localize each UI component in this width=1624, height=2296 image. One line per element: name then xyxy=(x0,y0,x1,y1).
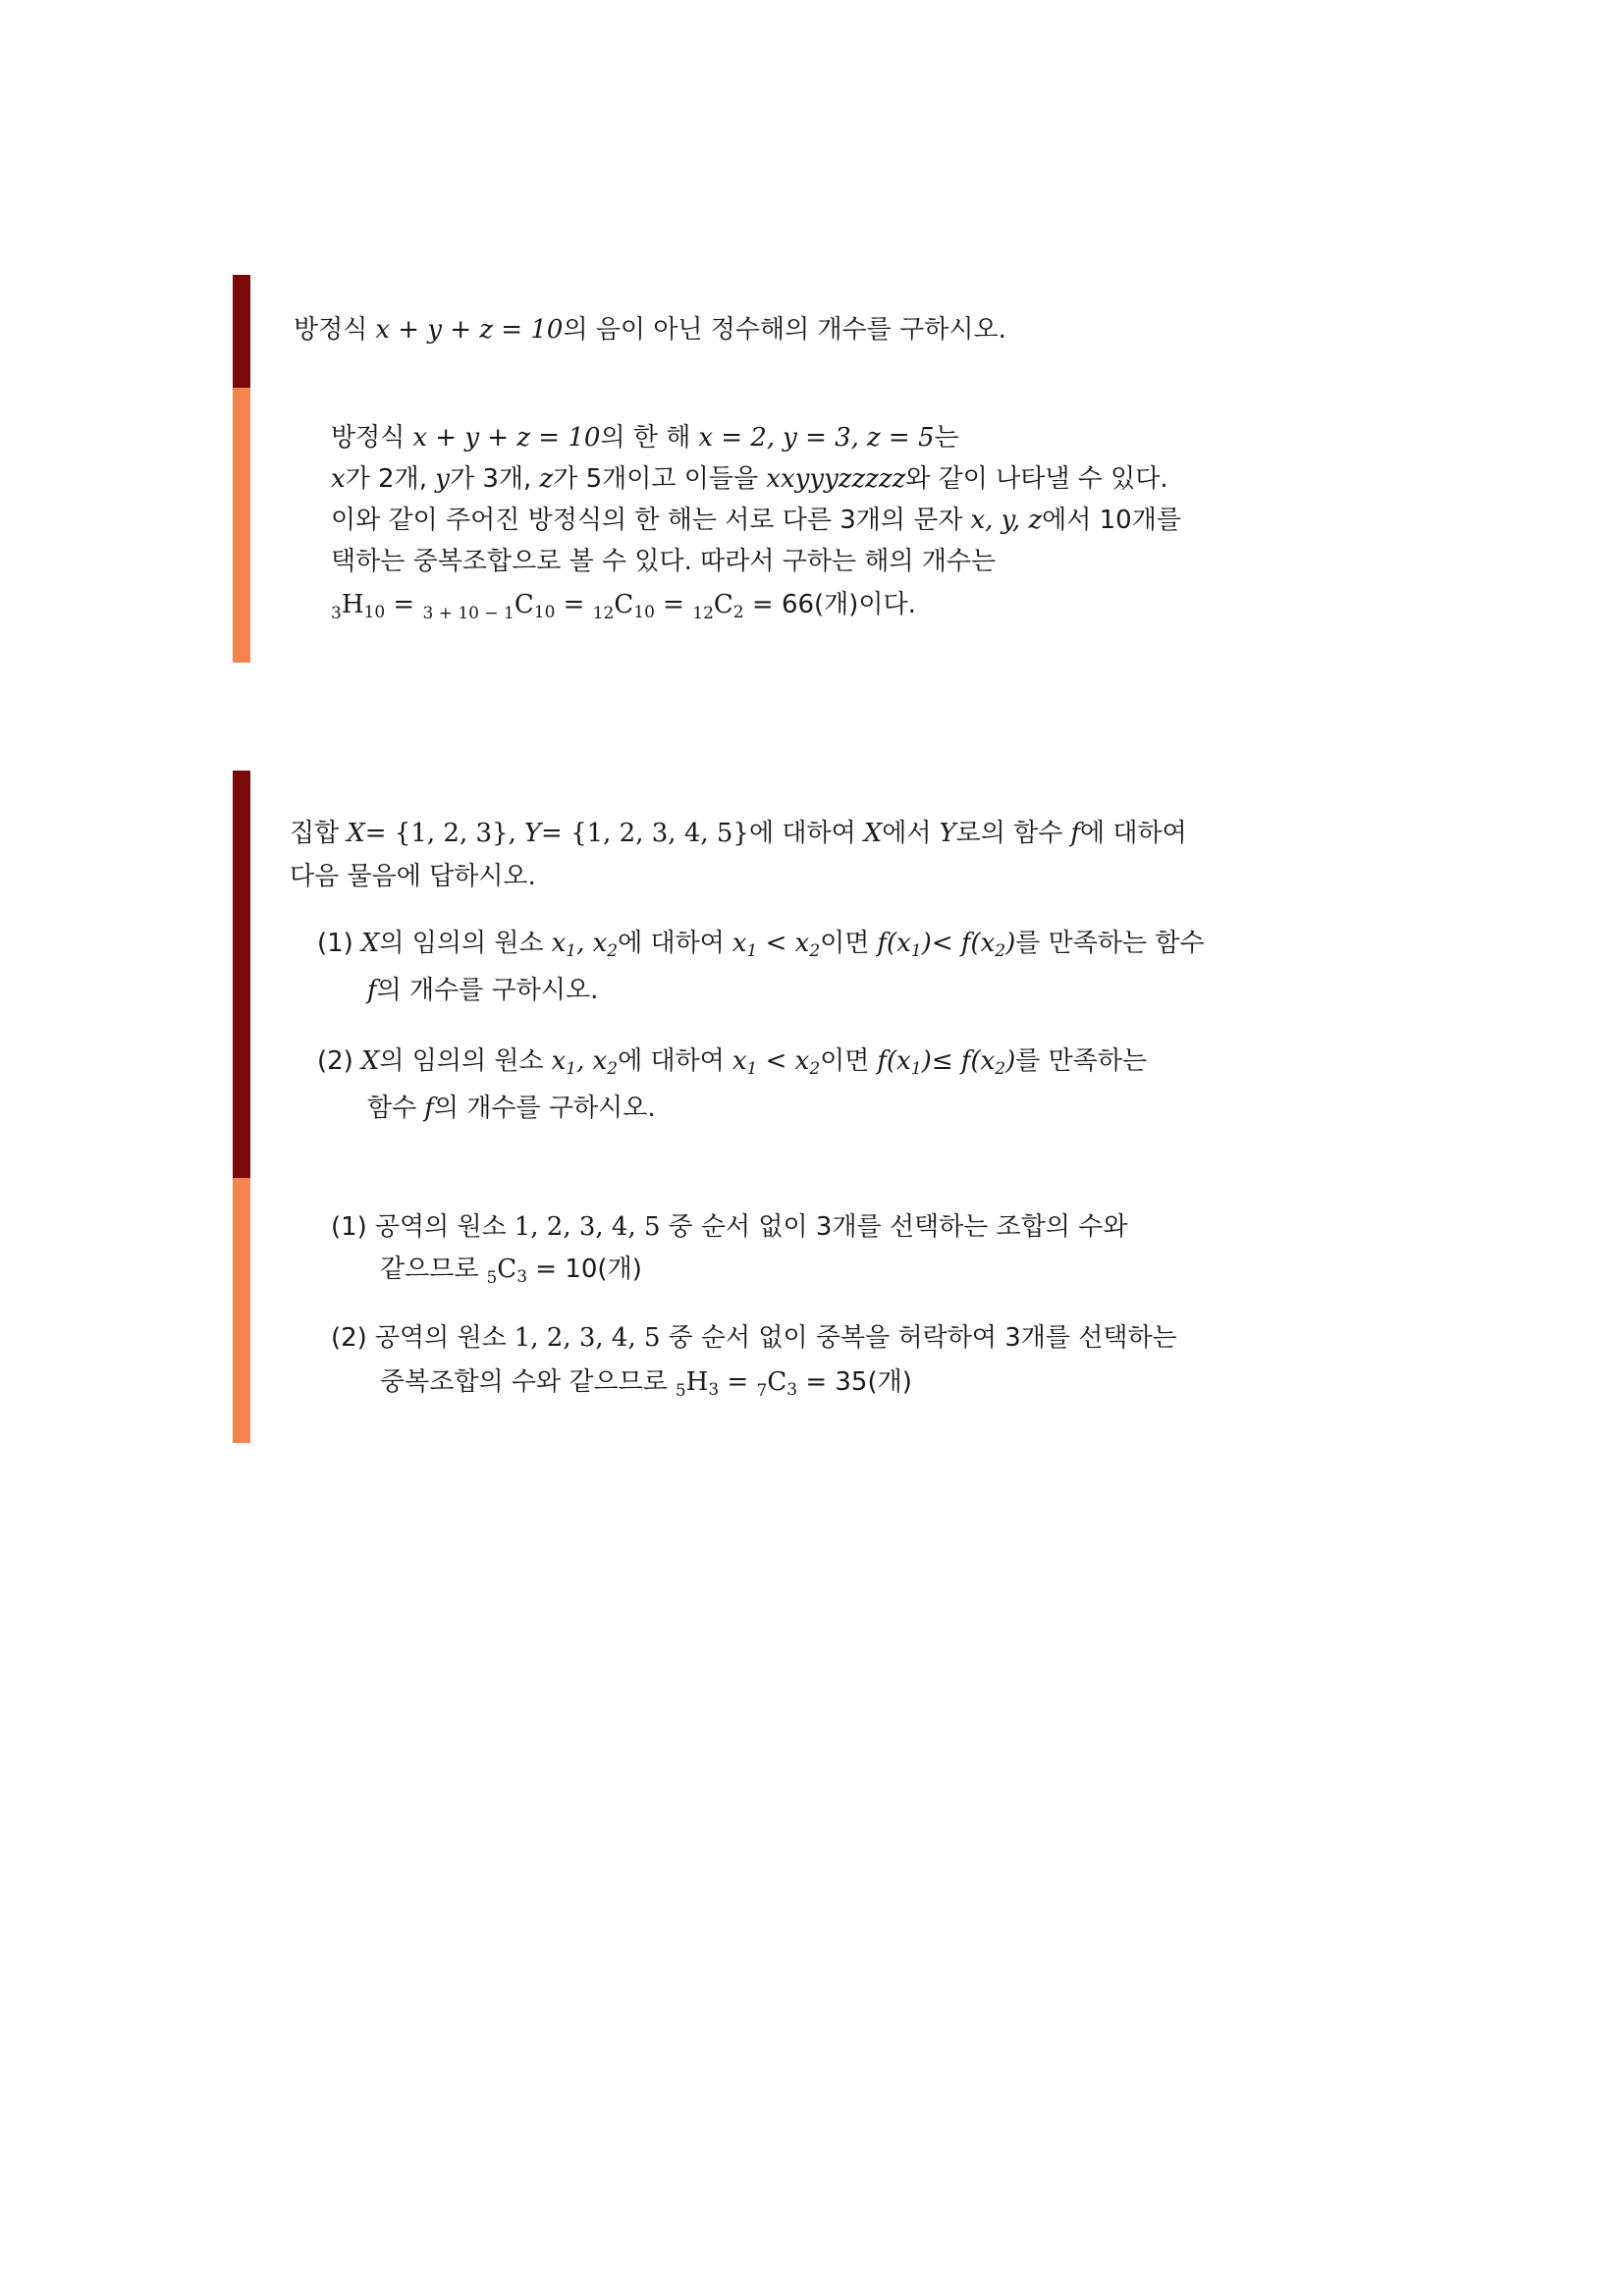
sub-question-2-line-2: 함수 f의 개수를 구하시오. xyxy=(367,1094,656,1123)
solution-bar xyxy=(233,1178,250,1443)
solution-bar xyxy=(233,388,250,663)
question-line-2: 다음 물음에 답하시오. xyxy=(290,862,536,891)
solution-line-2: x가 2개, y가 3개, z가 5개이고 이들을 xxyyyzzzzz와 같이 나타낼 수 있다. xyxy=(331,464,1168,494)
solution-line-3: 이와 같이 주어진 방정식의 한 해는 서로 다른 3개의 문자 x, y, z에서 10개를 xyxy=(331,506,1181,535)
solution-line-4: 택하는 중복조합으로 볼 수 있다. 따라서 구하는 해의 개수는 xyxy=(331,547,997,576)
solution-1-line-2: 같으므로 $_5C_3 = 10$(개) xyxy=(380,1255,642,1288)
question-bar xyxy=(233,771,250,1178)
solution-2-line-1: (2) 공역의 원소 1, 2, 3, 4, 5 중 순서 없이 중복을 허락하여 3개를 선택하는 xyxy=(331,1323,1177,1353)
problem-1-question: 방정식 x + y + z = 10의 음이 아닌 정수해의 개수를 구하시오. xyxy=(294,315,1006,345)
question-bar xyxy=(233,275,250,388)
solution-line-5: $_3H_{10} = _{3 + 10 - 1}C_{10} = _{12}C_{10} = _{12}C_2 = 66$(개)이다. xyxy=(331,590,916,623)
sub-question-1-line-2: f의 개수를 구하시오. xyxy=(367,976,599,1005)
sub-question-2-line-1: (2) X의 임의의 원소 $x_1$, $x_2$에 대하여 $x_1 < x_2$이면 $f(x_1)\le f(x_2)$를 만족하는 xyxy=(317,1046,1148,1079)
solution-line-1: 방정식 x + y + z = 10의 한 해 x = 2, y = 3, z = 5는 xyxy=(331,423,959,453)
question-line-1: 집합 X= {1, 2, 3}, Y= {1, 2, 3, 4, 5}에 대하여 X에서 Y로의 함수 f에 대하여 xyxy=(290,819,1187,848)
solution-2-line-2: 중복조합의 수와 같으므로 $_5H_3 = _7C_3 = 35$(개) xyxy=(380,1367,912,1401)
sub-question-1-line-1: (1) X의 임의의 원소 $x_1$, $x_2$에 대하여 $x_1 < x_2$이면 $f(x_1)< f(x_2)$를 만족하는 함수 xyxy=(317,929,1205,961)
solution-1-line-1: (1) 공역의 원소 1, 2, 3, 4, 5 중 순서 없이 3개를 선택하는 조합의 수와 xyxy=(331,1212,1128,1242)
